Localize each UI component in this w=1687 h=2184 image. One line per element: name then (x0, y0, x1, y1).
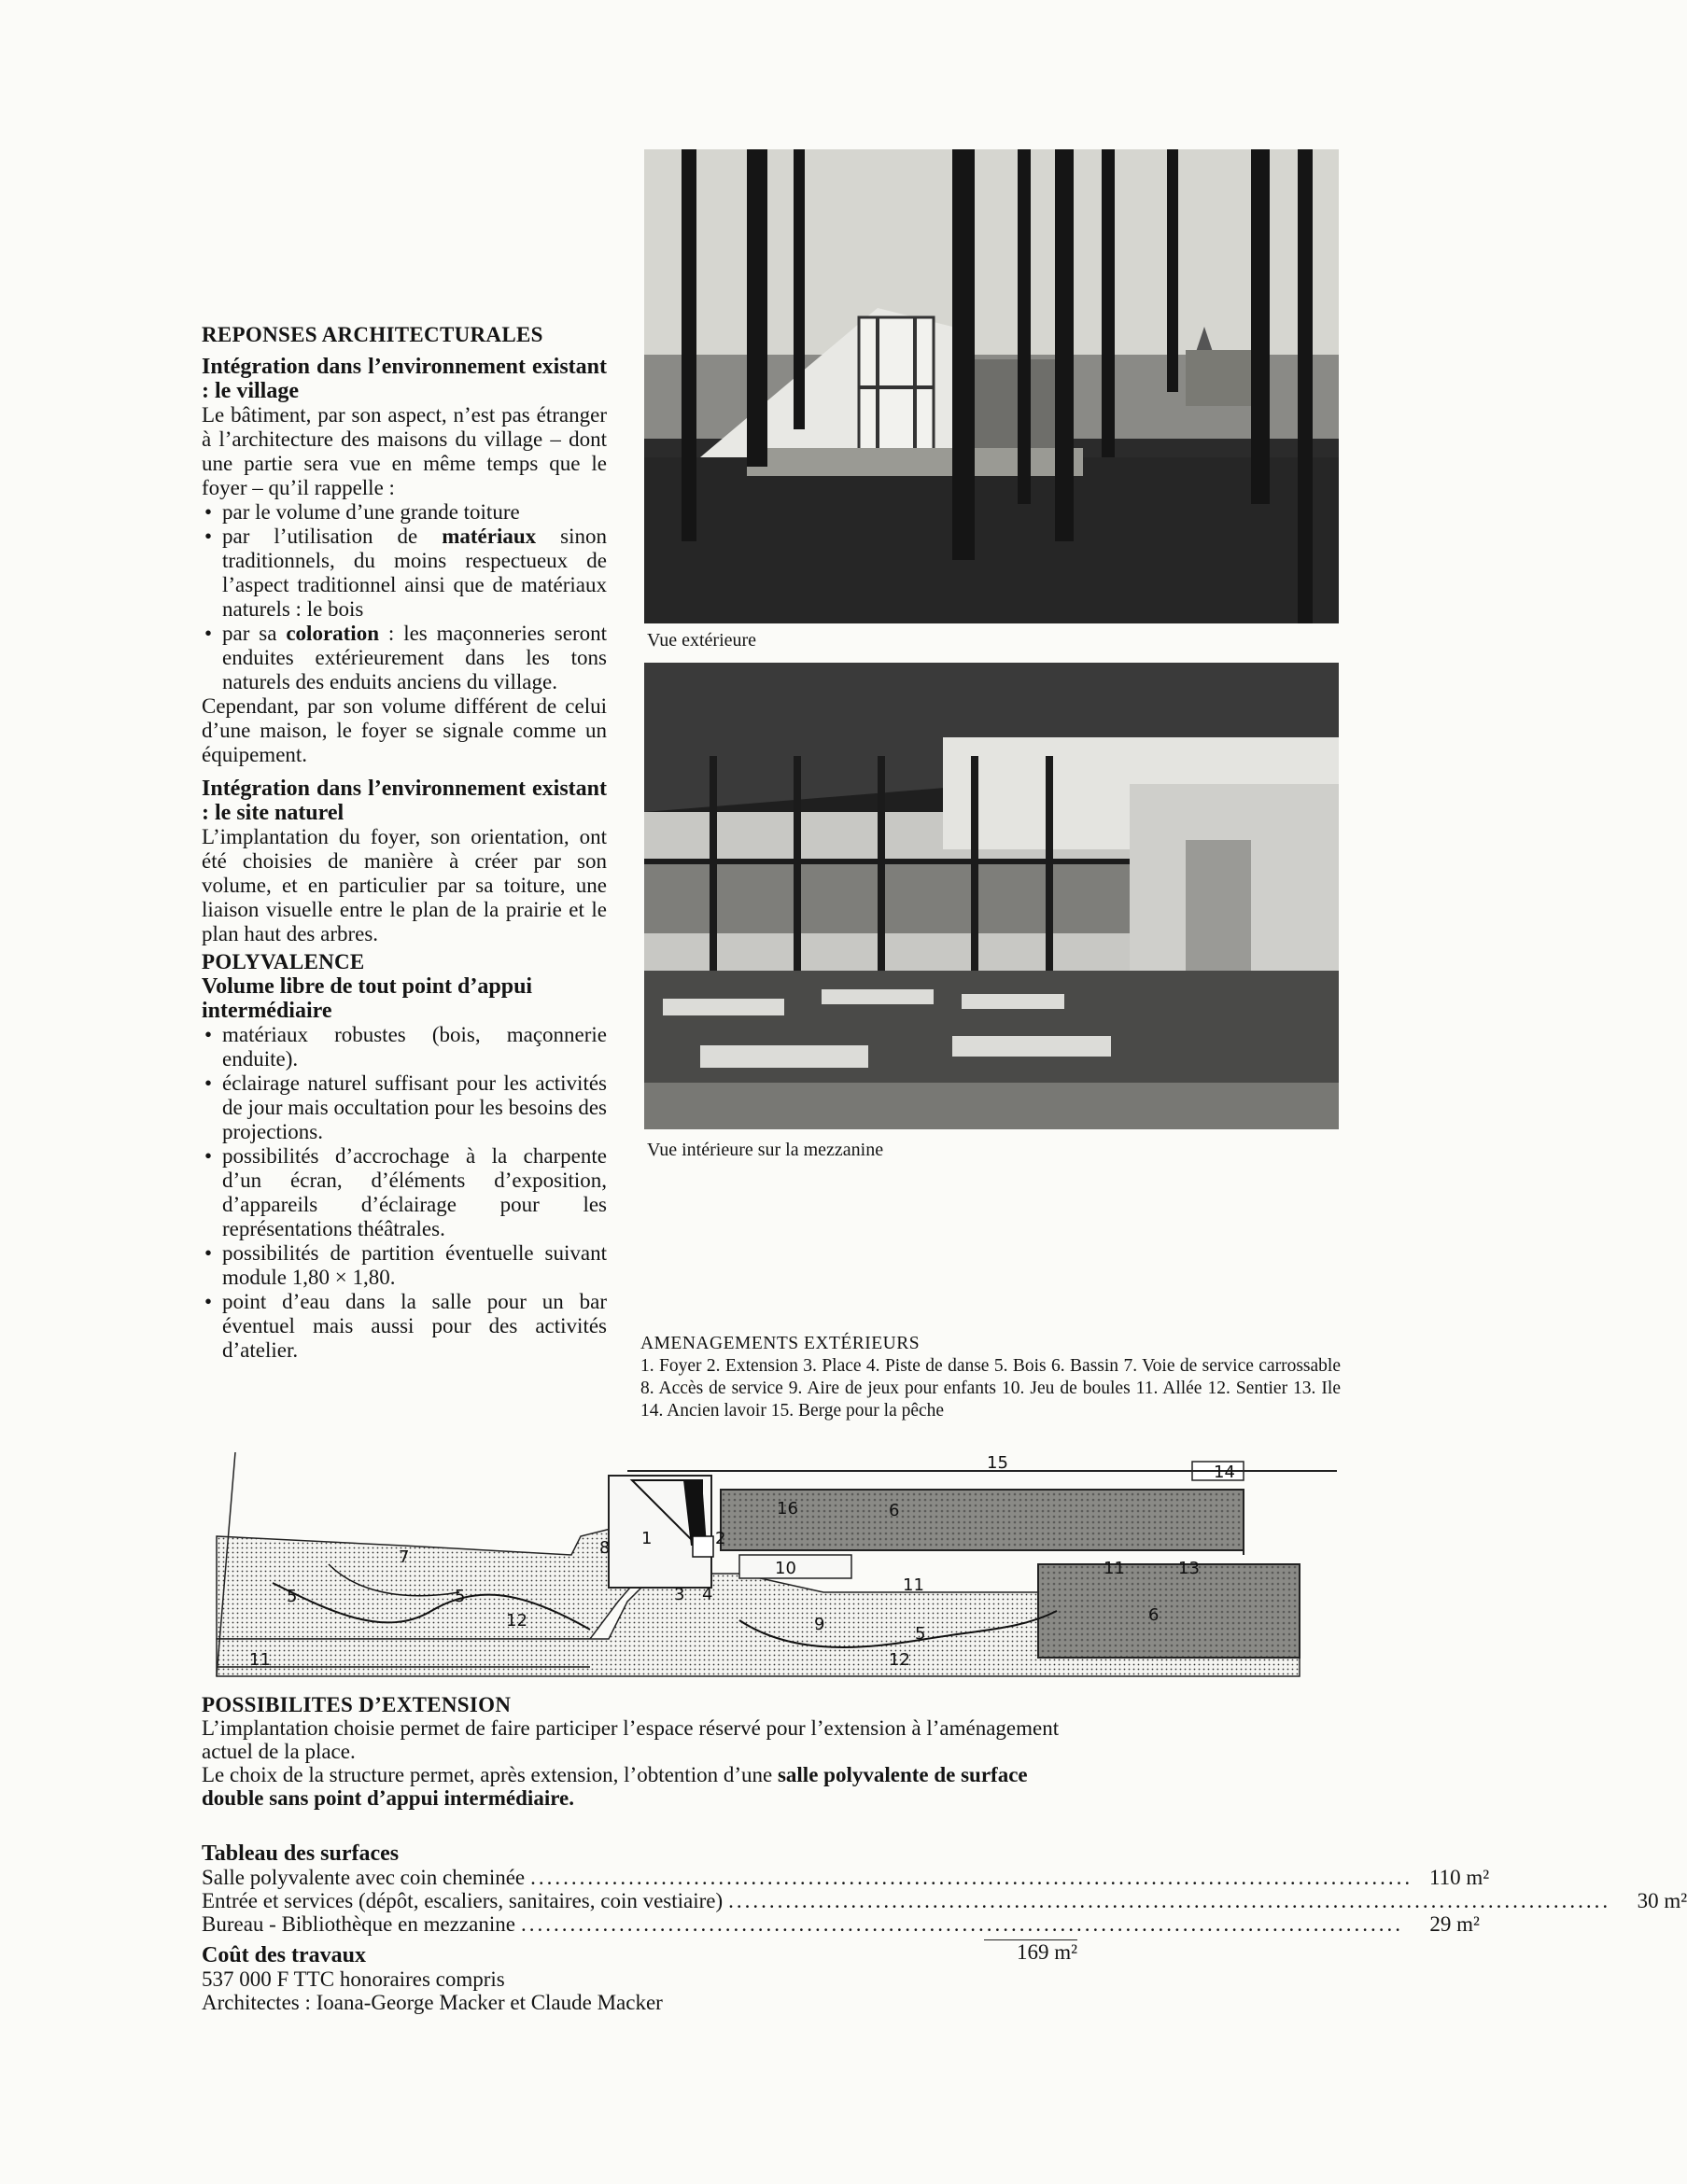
photo-interior-image (644, 663, 1339, 1129)
photo-interior (644, 663, 1339, 1129)
plan-label: 5 (287, 1587, 298, 1606)
subheading-village: Intégration dans l’environnement existant : le village (202, 355, 607, 403)
surfaces-total: 169 m² (202, 1939, 1077, 1964)
amenagements-legend (640, 1333, 1341, 1422)
amenagements-text: 1. Foyer 2. Extension 3. Place 4. Piste de danse 5. Bois 6. Bassin 7. Voie de service carrossable 8. Accès de service 9. Aire de jeux pour enfants 10. Jeu de boules 11. Allée 12. Sentier 13. Ile 14. Ancien lavoir 15. Berge pour la pêche (640, 1356, 1341, 1421)
plan-label: 4 (702, 1585, 713, 1604)
list-item: • possibilités d’accrochage à la charpente d’un écran, d’éléments d’exposition, d’appareils d’éclairage pour les représentations théâtrales. (202, 1144, 607, 1241)
table-row: Bureau - Bibliothèque en mezzanine ............................................................................................................ 29 m² (202, 1912, 1480, 1936)
plan-label: 2 (715, 1529, 726, 1548)
caption-interior: Vue intérieure sur la mezzanine (647, 1140, 884, 1160)
paragraph-batiment: Le bâtiment, par son aspect, n’est pas étranger à l’architecture des maisons du village – dont une partie sera vue en même temps que le foyer – qu’il rappelle : (202, 403, 607, 499)
plan-label: 6 (1148, 1605, 1160, 1625)
plan-label: 15 (987, 1453, 1008, 1473)
list-item: • point d’eau dans la salle pour un bar éventuel mais aussi pour des activités d’atelier. (202, 1290, 607, 1363)
table-row: Entrée et services (dépôt, escaliers, sanitaires, coin vestiaire) ............................................................................................................ 30 m² (202, 1889, 1687, 1912)
plan-label: 11 (249, 1650, 271, 1670)
plan-label: 12 (506, 1611, 527, 1631)
plan-label: 5 (915, 1624, 926, 1644)
plan-label: 12 (889, 1650, 910, 1670)
heading-cout: Coût des travaux (202, 1943, 367, 1967)
list-item: • par sa coloration : les maçonneries seront enduites extérieurement dans les tons naturels des enduits anciens du village. (202, 622, 607, 694)
list-polyvalence (202, 1023, 607, 1363)
architectes-line: Architectes : Ioana-George Macker et Claude Macker (202, 1991, 663, 2014)
plan-label: 1 (641, 1529, 653, 1548)
plan-label: 16 (777, 1499, 798, 1519)
list-village (202, 500, 607, 694)
caption-exterior: Vue extérieure (647, 630, 757, 651)
plan-label: 7 (399, 1547, 410, 1567)
subheading-volume-libre: Volume libre de tout point d’appui intermédiaire (202, 974, 533, 1023)
plan-label: 11 (903, 1575, 924, 1595)
cout-line: 537 000 F TTC honoraires compris (202, 1967, 505, 1991)
paragraph-implantation: L’implantation du foyer, son orientation, ont été choisies de manière à créer par son volume, et en particulier par sa toiture, une liaison visuelle entre le plan de la prairie et le plan haut des arbres. (202, 825, 607, 945)
heading-reponses: REPONSES ARCHITECTURALES (202, 323, 543, 346)
subheading-site-naturel: Intégration dans l’environnement existant : le site naturel (202, 777, 607, 825)
plan-label: 5 (455, 1587, 466, 1606)
list-item: • par le volume d’une grande toiture (202, 500, 607, 525)
paragraph-structure: Le choix de la structure permet, après extension, l’obtention d’une salle polyvalente de surface double sans point d’appui intermédiaire. (202, 1763, 1028, 1810)
plan-label: 6 (889, 1501, 900, 1520)
heading-surfaces: Tableau des surfaces (202, 1841, 400, 1866)
paragraph-cependant: Cependant, par son volume différent de celui d’une maison, le foyer se signale comme un équipement. (202, 694, 607, 766)
heading-extension: POSSIBILITES D’EXTENSION (202, 1693, 512, 1716)
plan-label: 13 (1178, 1559, 1200, 1578)
plan-label: 9 (814, 1615, 825, 1634)
plan-label: 14 (1214, 1463, 1235, 1482)
plan-label: 8 (599, 1538, 611, 1558)
photo-exterior-image (644, 149, 1339, 623)
heading-polyvalence: POLYVALENCE (202, 950, 365, 973)
site-plan-drawing (217, 1452, 1337, 1695)
list-item: • matériaux robustes (bois, maçonnerie enduite). (202, 1023, 607, 1071)
plan-label: 10 (775, 1559, 796, 1578)
amenagements-title: AMENAGEMENTS EXTÉRIEURS (640, 1334, 921, 1353)
list-item: • éclairage naturel suffisant pour les activités de jour mais occultation pour les besoins des projections. (202, 1071, 607, 1144)
plan-label: 3 (674, 1585, 685, 1604)
plan-label: 11 (1104, 1559, 1125, 1578)
table-row: Salle polyvalente avec coin cheminée ............................................................................................................ 110 m² (202, 1866, 1490, 1889)
paragraph-extension: L’implantation choisie permet de faire participer l’espace réservé pour l’extension à l’aménagement actuel de la place. (202, 1716, 1060, 1763)
bottom-section (202, 1693, 1687, 2014)
site-plan (217, 1452, 1337, 1700)
list-item: • possibilités de partition éventuelle suivant module 1,80 × 1,80. (202, 1241, 607, 1290)
photo-exterior (644, 149, 1339, 623)
list-item: • par l’utilisation de matériaux sinon traditionnels, du moins respectueux de l’aspect traditionnel ainsi que de matériaux naturels : le bois (202, 525, 607, 622)
left-column (202, 323, 607, 1363)
